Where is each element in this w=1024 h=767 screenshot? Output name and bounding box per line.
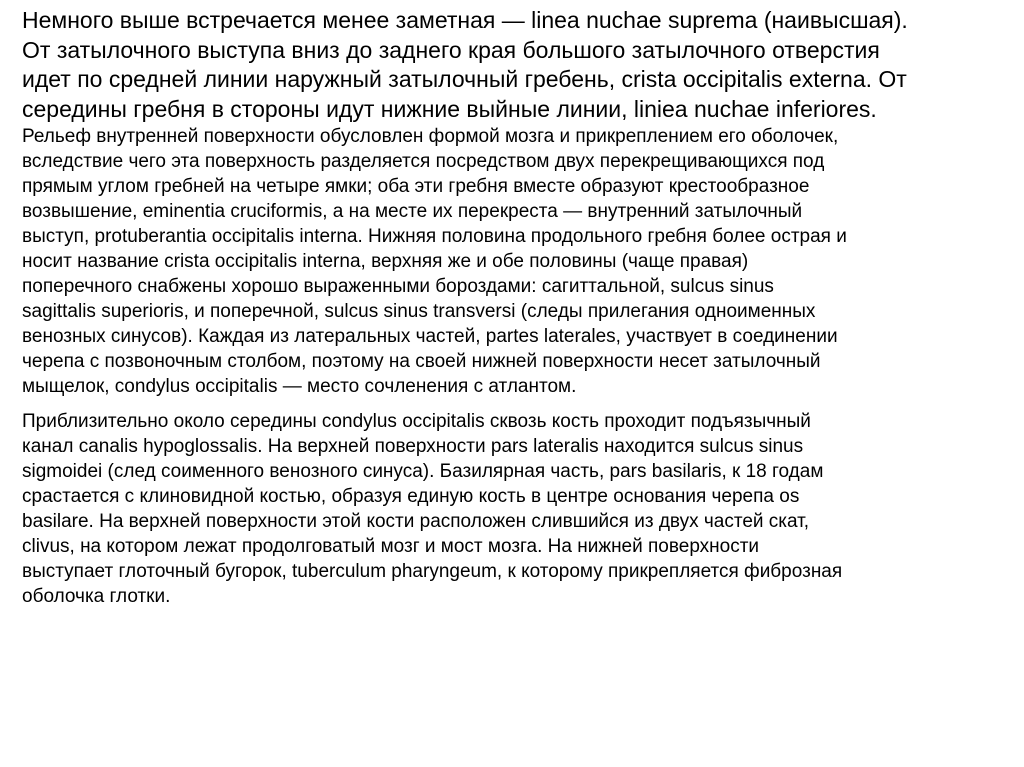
text-line: выступает глоточный бугорок, tuberculum pharyngeum, к которому прикрепляется фиброзная	[22, 561, 843, 582]
text-line: черепа с позвоночным столбом, поэтому на своей нижней поверхности несет затылочный	[22, 351, 821, 372]
text-line: возвышение, eminentia cruciformis, а на месте их перекреста — внутренний затылочный	[22, 201, 803, 222]
paragraph-intro	[22, 6, 1012, 124]
text-line: выступ, protuberantia occipitalis interna. Нижняя половина продольного гребня более острая и	[22, 226, 847, 247]
text-line: Рельеф внутренней поверхности обусловлен формой мозга и прикреплением его оболочек,	[22, 126, 839, 147]
text-line: середины гребня в стороны идут нижние выйные линии, liniea nuchae inferiores.	[22, 95, 877, 122]
text-line: Приблизительно около середины condylus occipitalis сквозь кость проходит подъязычный	[22, 411, 811, 432]
text-line: оболочка глотки.	[22, 586, 171, 607]
text-line: вследствие чего эта поверхность разделяется посредством двух перекрещивающихся под	[22, 151, 825, 172]
text-line: идет по средней линии наружный затылочный гребень, crista occipitalis externa. От	[22, 66, 907, 92]
text-line: мыщелок, condylus occipitalis — место сочленения с атлантом.	[22, 376, 577, 397]
text-line: канал canalis hypoglossalis. На верхней поверхности pars lateralis находится sulcus sinus	[22, 436, 804, 457]
text-line: sigmoidei (след соименного венозного синуса). Базилярная часть, pars basilaris, к 18 годам	[22, 461, 824, 482]
text-line: носит название crista occipitalis interna, верхняя же и обе половины (чаще правая)	[22, 251, 749, 272]
text-line: венозных синусов). Каждая из латеральных частей, partes laterales, участвует в соединении	[22, 326, 838, 347]
text-line: прямым углом гребней на четыре ямки; оба эти гребня вместе образуют крестообразное	[22, 176, 810, 197]
text-line: Немного выше встречается менее заметная — linea nuchae suprema (наивысшая).	[22, 7, 908, 33]
paragraph-condylus	[22, 409, 1012, 609]
document-page	[22, 6, 1012, 609]
paragraph-inner-surface	[22, 124, 1012, 399]
text-line: От затылочного выступа вниз до заднего края большого затылочного отверстия	[22, 36, 880, 63]
text-line: basilare. На верхней поверхности этой кости расположен слившийся из двух частей скат,	[22, 511, 810, 532]
text-line: clivus, на котором лежат продолговатый мозг и мост мозга. На нижней поверхности	[22, 536, 760, 557]
text-line: срастается с клиновидной костью, образуя единую кость в центре основания черепа os	[22, 486, 800, 507]
text-line: sagittalis superioris, и поперечной, sulcus sinus transversi (следы прилегания одноименных	[22, 301, 816, 322]
text-line: поперечного снабжены хорошо выраженными бороздами: сагиттальной, sulcus sinus	[22, 276, 774, 297]
